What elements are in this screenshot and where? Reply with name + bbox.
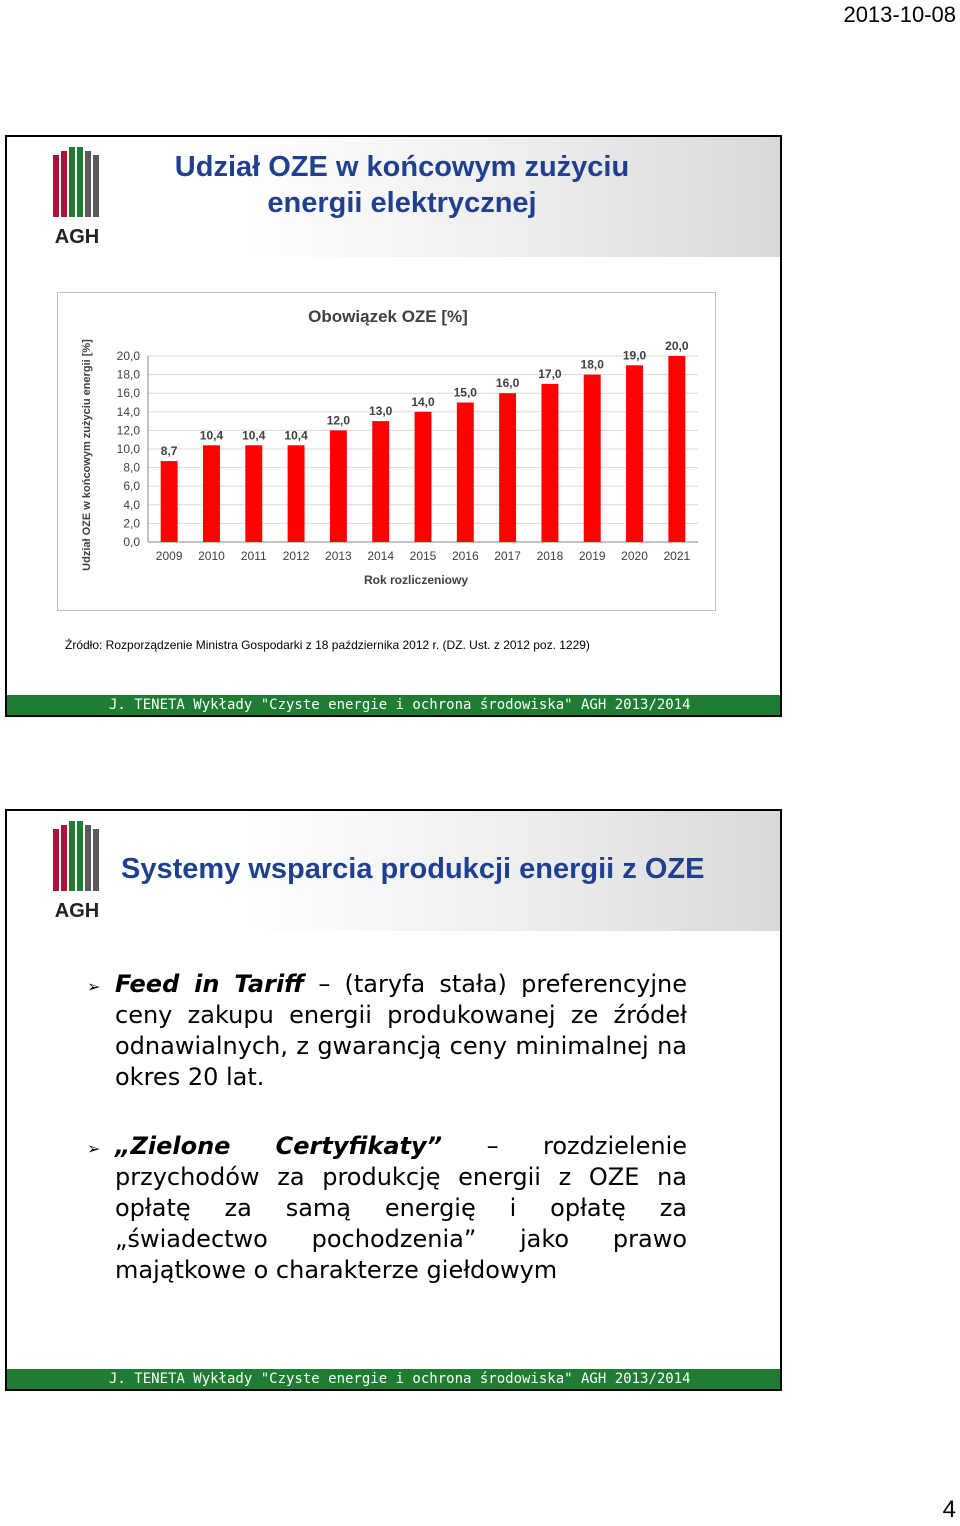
- x-tick-label: 2018: [536, 549, 564, 563]
- y-tick-label: 18,0: [116, 367, 140, 382]
- data-label: 10,4: [284, 428, 308, 443]
- bullet-list: [87, 969, 687, 1324]
- y-tick-label: 12,0: [116, 423, 140, 438]
- footer: [7, 695, 780, 715]
- bullet-term: „Zielone Certyfikaty”: [115, 1132, 443, 1160]
- bar: [626, 365, 643, 542]
- bullet-green-certificates: [87, 1131, 687, 1286]
- slide-oze-share: [5, 135, 782, 717]
- x-axis-label: Rok rozliczeniowy: [363, 573, 469, 587]
- slide-title: Udział OZE w końcowym zużyciu energii elektrycznej: [174, 151, 630, 219]
- bar: [457, 403, 474, 543]
- data-label: 20,0: [665, 339, 689, 353]
- bar: [541, 384, 558, 542]
- x-tick-label: 2020: [621, 549, 648, 563]
- footer-text: J. TENETA Wykłady "Czyste energie i ochrona środowiska" AGH 2013/2014: [109, 697, 691, 713]
- y-tick-label: 2,0: [123, 516, 140, 531]
- slide-title: Systemy wsparcia produkcji energii z OZE: [121, 853, 705, 885]
- bar: [668, 356, 685, 542]
- arrow-bullet-icon: ➢: [87, 977, 101, 996]
- data-label: 8,7: [160, 444, 178, 459]
- source-note: Źródło: Rozporządzenie Ministra Gospodarki z 18 października 2012 r. (DZ. Ust. z 2012 poz. 1229): [65, 638, 590, 652]
- bar: [161, 461, 178, 542]
- footer-text: J. TENETA Wykłady "Czyste energie i ochrona środowiska" AGH 2013/2014: [109, 1371, 691, 1387]
- x-tick-label: 2011: [240, 549, 267, 563]
- y-axis-label: Udział OZE w końcowym zużyciu energii [%]: [81, 339, 93, 571]
- bar: [415, 412, 432, 542]
- data-label: 13,0: [369, 404, 393, 419]
- bullet-text: – (taryfa stała) preferencyjne ceny zakupu energii produkowanej ze źródeł odnawialnych, z gwarancją ceny minimalnej na okres 20 lat.: [115, 970, 687, 1091]
- bullet-term: Feed in Tariff: [115, 970, 305, 998]
- y-tick-label: 10,0: [116, 442, 140, 456]
- arrow-bullet-icon: ➢: [87, 1139, 101, 1158]
- bar: [584, 375, 601, 542]
- bar: [203, 445, 220, 542]
- bar: [330, 430, 347, 542]
- bar: [499, 393, 516, 542]
- x-tick-label: 2012: [282, 549, 310, 563]
- bar: [372, 421, 389, 542]
- y-tick-label: 14,0: [116, 404, 140, 419]
- x-tick-label: 2017: [494, 549, 521, 563]
- bullet-text: – rozdzielenie przychodów za produkcję energii z OZE na opłatę za samą energię i opłatę za „świadectwo pochodzenia” jako prawo majątkowe o charakterze giełdowym: [115, 1132, 687, 1284]
- y-tick-label: 4,0: [123, 497, 140, 512]
- x-tick-label: 2016: [451, 549, 479, 563]
- y-tick-label: 16,0: [116, 386, 140, 401]
- y-tick-label: 8,0: [123, 460, 140, 475]
- y-tick-label: 20,0: [116, 349, 140, 363]
- bar: [245, 445, 262, 542]
- data-label: 14,0: [411, 394, 435, 409]
- data-label: 10,4: [199, 428, 224, 443]
- x-tick-label: 2021: [663, 549, 691, 563]
- bullet-feed-in-tariff: [87, 969, 687, 1093]
- data-label: 16,0: [495, 376, 520, 391]
- page-date: 2013-10-08: [843, 2, 956, 27]
- data-label: 15,0: [453, 385, 477, 400]
- chart-title: Obowiązek OZE [%]: [308, 307, 468, 326]
- slide-header: [7, 811, 780, 931]
- logo-text: AGH: [54, 226, 100, 247]
- footer: [7, 1369, 780, 1389]
- x-tick-label: 2015: [409, 549, 437, 563]
- agh-logo-icon: [49, 821, 105, 921]
- slide-support-systems: [5, 809, 782, 1391]
- data-label: 17,0: [538, 366, 562, 381]
- slide-header: [7, 137, 780, 257]
- x-tick-label: 2013: [325, 549, 352, 563]
- bar: [288, 445, 305, 542]
- data-label: 19,0: [622, 348, 647, 363]
- page-number: 4: [942, 1496, 956, 1523]
- chart-frame: [57, 292, 716, 611]
- y-tick-label: 6,0: [123, 479, 140, 494]
- logo-text: AGH: [54, 900, 100, 921]
- x-tick-label: 2014: [367, 549, 395, 563]
- y-tick-label: 0,0: [123, 535, 140, 549]
- data-label: 12,0: [326, 413, 351, 428]
- x-tick-label: 2009: [155, 549, 183, 563]
- agh-logo-icon: [49, 147, 105, 247]
- data-label: 18,0: [580, 357, 604, 372]
- bar-chart: [58, 293, 715, 610]
- x-tick-label: 2010: [198, 549, 225, 563]
- data-label: 10,4: [242, 428, 266, 443]
- x-tick-label: 2019: [578, 549, 606, 563]
